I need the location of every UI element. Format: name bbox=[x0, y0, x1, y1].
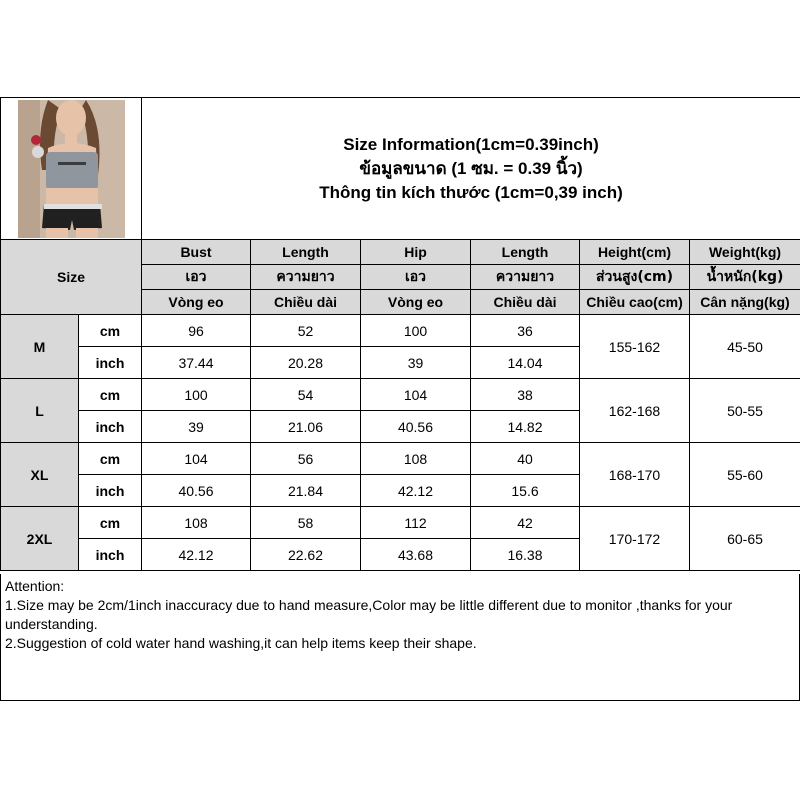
table-cell: 104 bbox=[142, 443, 251, 475]
table-cell: 58 bbox=[251, 507, 361, 539]
height-cell: 155-162 bbox=[580, 315, 690, 379]
table-cell: 40.56 bbox=[361, 411, 471, 443]
table-cell: 14.82 bbox=[471, 411, 580, 443]
unit-cm: cm bbox=[79, 507, 142, 539]
model-illustration bbox=[18, 100, 125, 238]
table-cell: 22.62 bbox=[251, 539, 361, 571]
col-header-en: Length bbox=[471, 240, 580, 265]
table-cell: 42.12 bbox=[142, 539, 251, 571]
col-header-vi: Chiều dài bbox=[471, 290, 580, 315]
table-cell: 96 bbox=[142, 315, 251, 347]
table-cell: 104 bbox=[361, 379, 471, 411]
col-header-th: ส่วนสูง(cm) bbox=[580, 265, 690, 290]
col-header-vi: Cân nặng(kg) bbox=[690, 290, 800, 315]
col-header-vi: Vòng eo bbox=[142, 290, 251, 315]
col-header-en: Height(cm) bbox=[580, 240, 690, 265]
weight-cell: 55-60 bbox=[690, 443, 800, 507]
size-label-l: L bbox=[1, 379, 79, 443]
table-cell: 100 bbox=[361, 315, 471, 347]
table-cell: 16.38 bbox=[471, 539, 580, 571]
weight-cell: 60-65 bbox=[690, 507, 800, 571]
attention-note-2: 2.Suggestion of cold water hand washing,it can help items keep their shape. bbox=[5, 635, 477, 651]
size-info-header bbox=[142, 98, 800, 240]
weight-cell: 50-55 bbox=[690, 379, 800, 443]
table-cell: 21.84 bbox=[251, 475, 361, 507]
size-label-xl: XL bbox=[1, 443, 79, 507]
product-photo-cell bbox=[1, 98, 142, 240]
attention-notes bbox=[0, 574, 800, 701]
table-cell: 38 bbox=[471, 379, 580, 411]
table-cell: 108 bbox=[142, 507, 251, 539]
col-header-en: Bust bbox=[142, 240, 251, 265]
col-header-en: Hip bbox=[361, 240, 471, 265]
table-cell: 42 bbox=[471, 507, 580, 539]
header-title-en: Size Information(1cm=0.39inch) bbox=[343, 134, 599, 154]
table-cell: 20.28 bbox=[251, 347, 361, 379]
attention-title: Attention: bbox=[5, 578, 65, 594]
table-cell: 37.44 bbox=[142, 347, 251, 379]
table-cell: 43.68 bbox=[361, 539, 471, 571]
header-title-vi: Thông tin kích thước (1cm=0,39 inch) bbox=[319, 182, 623, 202]
table-cell: 42.12 bbox=[361, 475, 471, 507]
unit-cm: cm bbox=[79, 315, 142, 347]
table-cell: 108 bbox=[361, 443, 471, 475]
attention-note-1: 1.Size may be 2cm/1inch inaccuracy due to hand measure,Color may be little different due to monitor ,thanks for your understanding. bbox=[5, 597, 733, 632]
unit-inch: inch bbox=[79, 411, 142, 443]
size-column-title: Size bbox=[1, 240, 142, 315]
size-table bbox=[0, 97, 800, 571]
header-title-th: ข้อมูลขนาด (1 ซม. = 0.39 นิ้ว) bbox=[359, 158, 583, 178]
table-cell: 52 bbox=[251, 315, 361, 347]
col-header-vi: Chiều dài bbox=[251, 290, 361, 315]
col-header-en: Weight(kg) bbox=[690, 240, 800, 265]
unit-inch: inch bbox=[79, 347, 142, 379]
unit-cm: cm bbox=[79, 379, 142, 411]
height-cell: 162-168 bbox=[580, 379, 690, 443]
table-cell: 39 bbox=[361, 347, 471, 379]
table-cell: 39 bbox=[142, 411, 251, 443]
table-cell: 54 bbox=[251, 379, 361, 411]
height-cell: 170-172 bbox=[580, 507, 690, 571]
table-cell: 40.56 bbox=[142, 475, 251, 507]
table-cell: 112 bbox=[361, 507, 471, 539]
size-label-2xl: 2XL bbox=[1, 507, 79, 571]
col-header-th: เอว bbox=[361, 265, 471, 290]
col-header-th: เอว bbox=[142, 265, 251, 290]
unit-inch: inch bbox=[79, 539, 142, 571]
col-header-th: ความยาว bbox=[251, 265, 361, 290]
weight-cell: 45-50 bbox=[690, 315, 800, 379]
table-cell: 100 bbox=[142, 379, 251, 411]
product-photo bbox=[18, 100, 125, 238]
col-header-th: น้ำหนัก(kg) bbox=[690, 265, 800, 290]
table-cell: 15.6 bbox=[471, 475, 580, 507]
table-cell: 36 bbox=[471, 315, 580, 347]
col-header-vi: Vòng eo bbox=[361, 290, 471, 315]
table-cell: 14.04 bbox=[471, 347, 580, 379]
height-cell: 168-170 bbox=[580, 443, 690, 507]
table-cell: 40 bbox=[471, 443, 580, 475]
table-cell: 56 bbox=[251, 443, 361, 475]
col-header-en: Length bbox=[251, 240, 361, 265]
size-chart bbox=[0, 97, 800, 703]
col-header-th: ความยาว bbox=[471, 265, 580, 290]
table-cell: 21.06 bbox=[251, 411, 361, 443]
unit-cm: cm bbox=[79, 443, 142, 475]
unit-inch: inch bbox=[79, 475, 142, 507]
col-header-vi: Chiều cao(cm) bbox=[580, 290, 690, 315]
size-label-m: M bbox=[1, 315, 79, 379]
